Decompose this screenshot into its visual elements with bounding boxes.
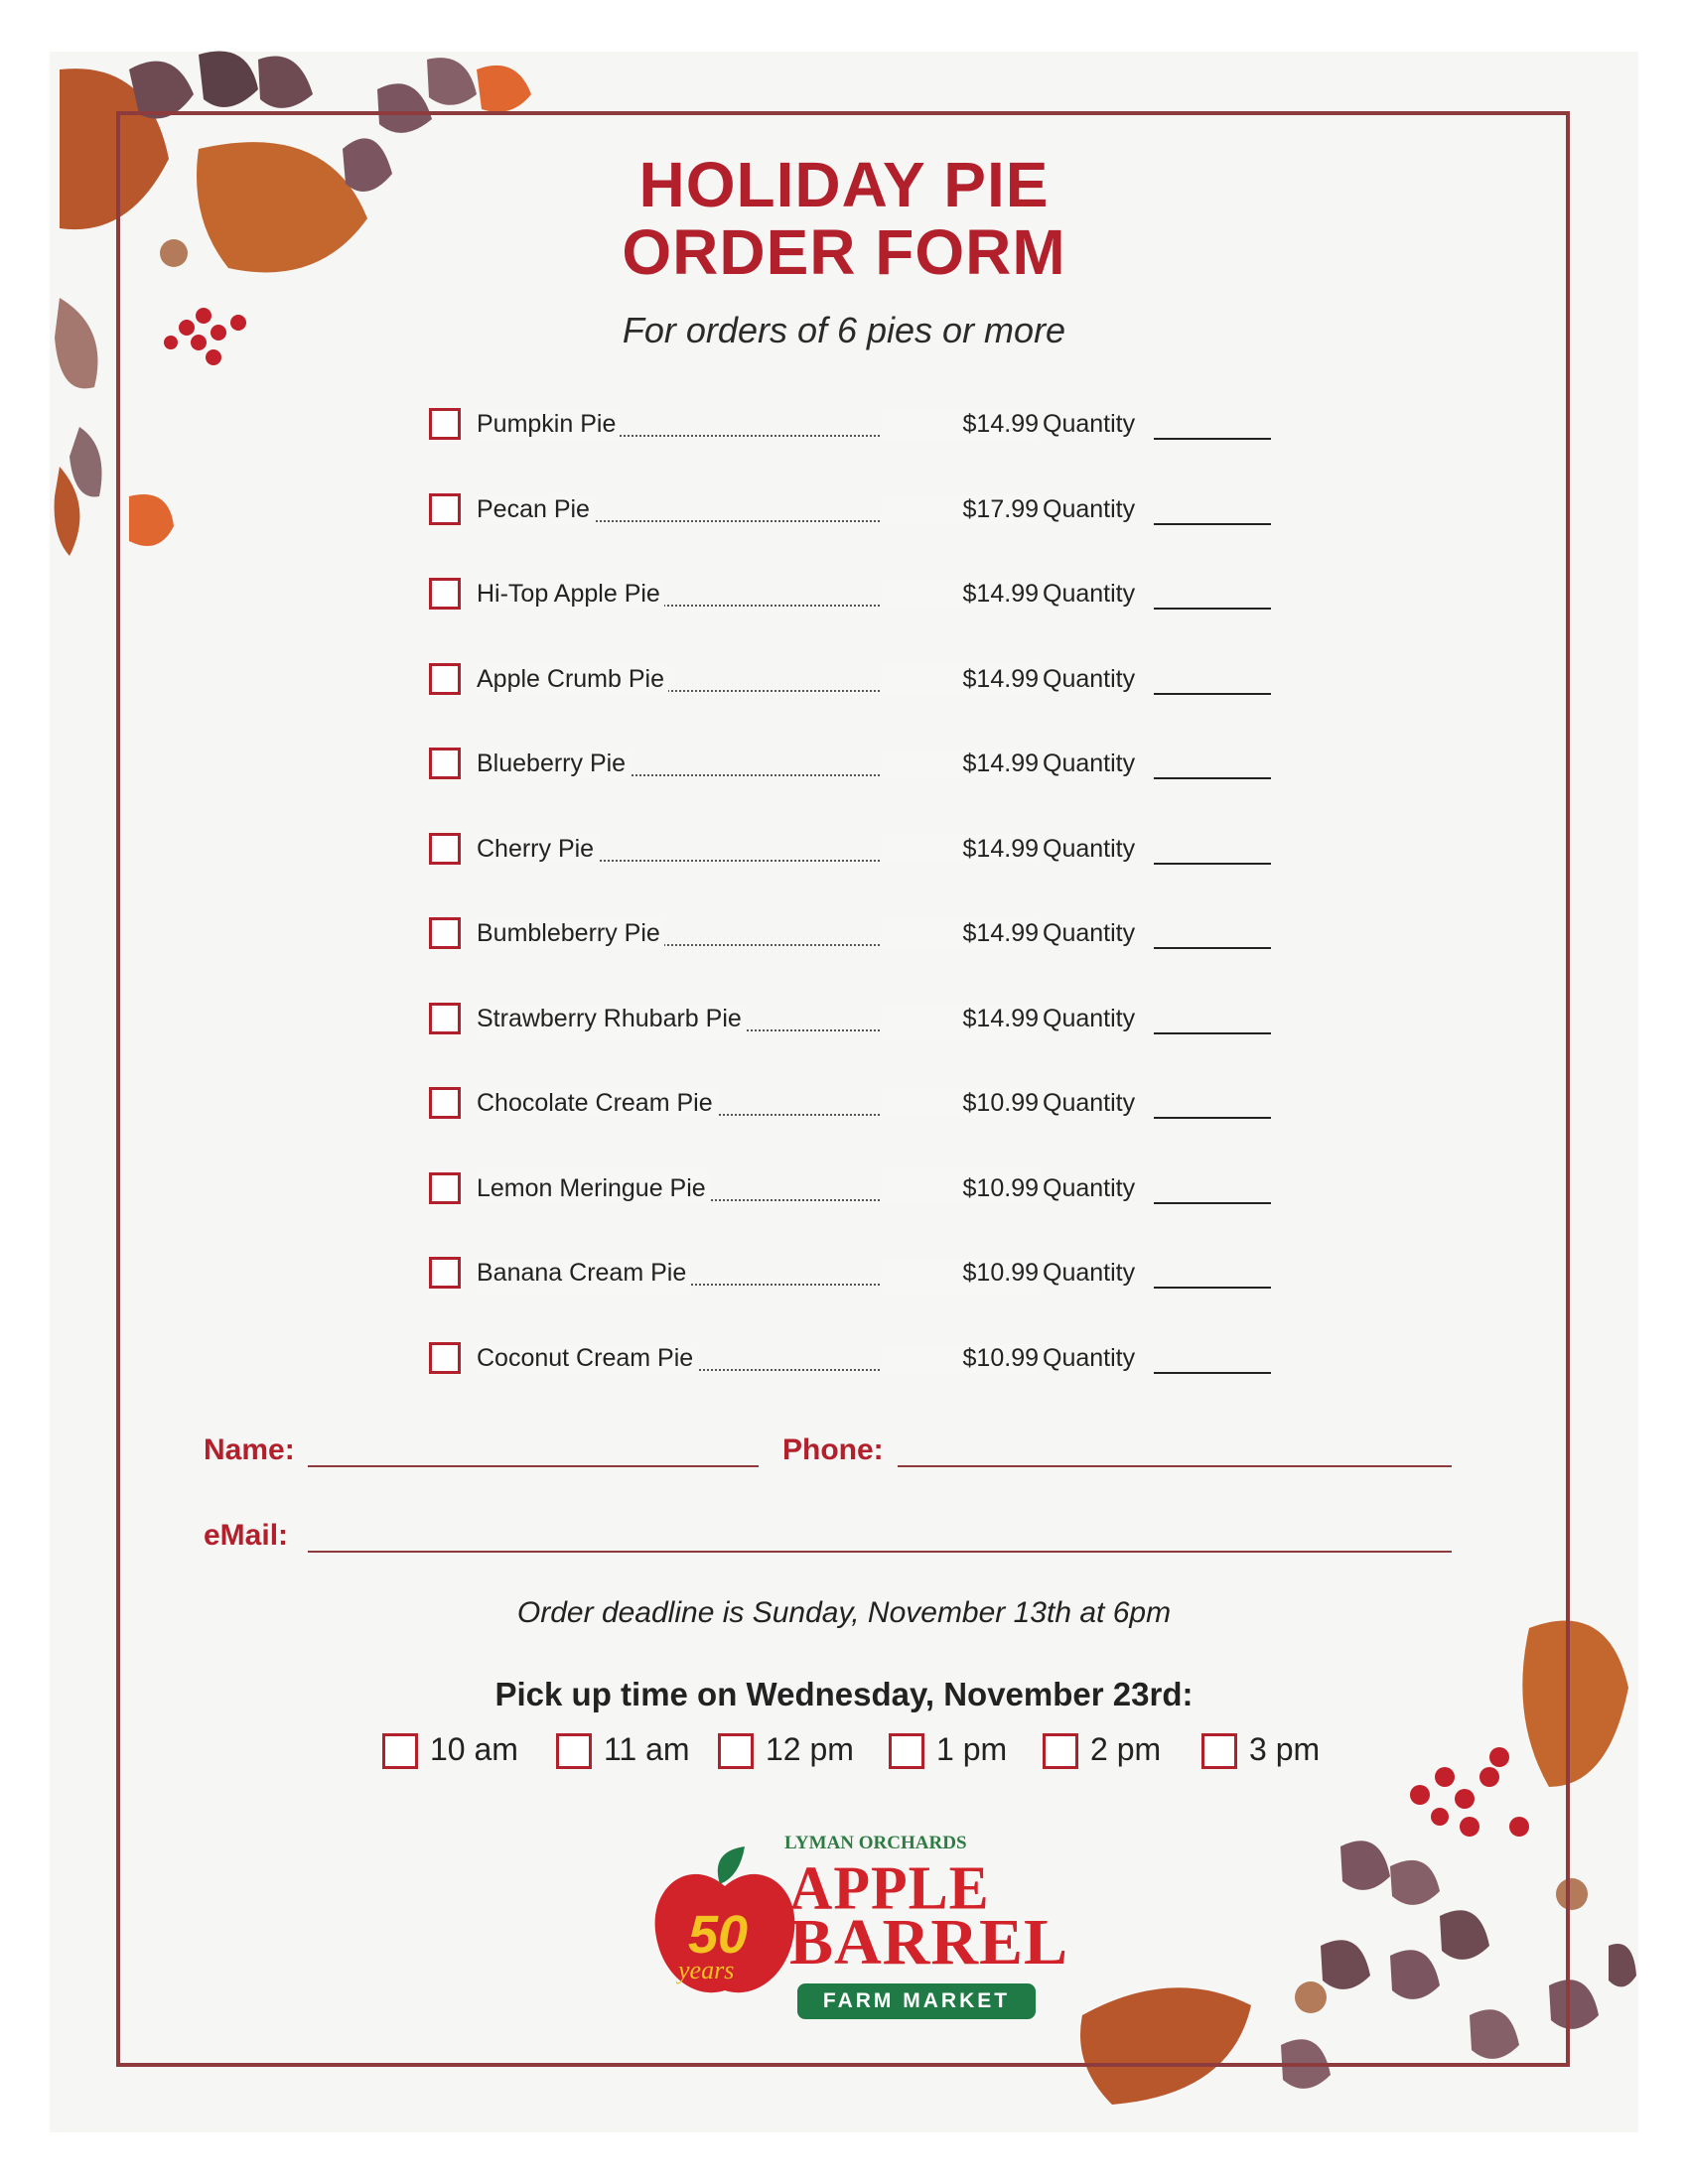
pickup-checkbox[interactable] bbox=[556, 1733, 592, 1769]
logo-anniversary-number: 50 bbox=[687, 1905, 749, 1965]
pickup-slot-label: 10 am bbox=[430, 1731, 518, 1767]
pie-row bbox=[425, 997, 1279, 1044]
pickup-checkbox[interactable] bbox=[718, 1733, 754, 1769]
quantity-label: Quantity bbox=[1043, 1089, 1136, 1117]
pie-price: $10.99 bbox=[882, 1089, 1039, 1118]
pie-checkbox[interactable] bbox=[429, 663, 461, 695]
name-label: Name: bbox=[204, 1433, 295, 1466]
pie-checkbox[interactable] bbox=[429, 1087, 461, 1119]
pie-name: Chocolate Cream Pie bbox=[477, 1089, 717, 1118]
pie-row bbox=[425, 487, 1279, 535]
pie-row bbox=[425, 1166, 1279, 1214]
pickup-title: Pick up time on Wednesday, November 23rd: bbox=[494, 1676, 1194, 1712]
pickup-slot-label: 2 pm bbox=[1090, 1731, 1162, 1767]
quantity-field[interactable] bbox=[1154, 438, 1271, 440]
order-deadline: Order deadline is Sunday, November 13th at 6pm bbox=[516, 1596, 1172, 1629]
quantity-label: Quantity bbox=[1043, 1173, 1136, 1202]
quantity-label: Quantity bbox=[1043, 664, 1136, 693]
pie-price: $10.99 bbox=[882, 1344, 1039, 1373]
pie-row bbox=[425, 572, 1279, 619]
apple-barrel-logo bbox=[650, 1827, 1069, 2025]
quantity-label: Quantity bbox=[1043, 1004, 1136, 1032]
quantity-field[interactable] bbox=[1154, 1287, 1271, 1289]
title-line-1: HOLIDAY PIE bbox=[638, 149, 1050, 220]
quantity-field[interactable] bbox=[1154, 1032, 1271, 1034]
pie-name: Bumbleberry Pie bbox=[477, 919, 664, 948]
pie-price: $14.99 bbox=[882, 919, 1039, 948]
phone-label: Phone: bbox=[782, 1433, 884, 1466]
quantity-label: Quantity bbox=[1043, 919, 1136, 947]
pie-row bbox=[425, 657, 1279, 705]
quantity-label: Quantity bbox=[1043, 1259, 1136, 1287]
quantity-field[interactable] bbox=[1154, 947, 1271, 949]
pie-price: $14.99 bbox=[882, 665, 1039, 694]
pie-checkbox[interactable] bbox=[429, 1172, 461, 1204]
pie-name: Apple Crumb Pie bbox=[477, 665, 668, 694]
pie-row bbox=[425, 402, 1279, 450]
pie-name: Cherry Pie bbox=[477, 835, 598, 864]
quantity-field[interactable] bbox=[1154, 693, 1271, 695]
quantity-label: Quantity bbox=[1043, 1343, 1136, 1372]
quantity-field[interactable] bbox=[1154, 1372, 1271, 1374]
email-field[interactable] bbox=[308, 1551, 1452, 1553]
pie-name: Coconut Cream Pie bbox=[477, 1344, 697, 1373]
logo-apple: APPLE bbox=[789, 1852, 990, 1923]
pie-price: $14.99 bbox=[882, 580, 1039, 609]
pie-checkbox[interactable] bbox=[429, 578, 461, 610]
title-line-2: ORDER FORM bbox=[622, 216, 1066, 288]
pie-name: Strawberry Rhubarb Pie bbox=[477, 1005, 746, 1033]
pie-checkbox[interactable] bbox=[429, 408, 461, 440]
pie-checkbox[interactable] bbox=[429, 1257, 461, 1289]
pie-row bbox=[425, 827, 1279, 875]
pie-row bbox=[425, 742, 1279, 789]
logo-anniversary-word: years bbox=[678, 1956, 735, 1984]
subtitle: For orders of 6 pies or more bbox=[622, 310, 1066, 350]
quantity-label: Quantity bbox=[1043, 410, 1136, 438]
name-field[interactable] bbox=[308, 1465, 759, 1467]
pickup-checkbox[interactable] bbox=[1201, 1733, 1237, 1769]
quantity-label: Quantity bbox=[1043, 580, 1136, 608]
quantity-label: Quantity bbox=[1043, 750, 1136, 777]
pickup-slot-label: 1 pm bbox=[936, 1731, 1008, 1767]
pie-checkbox[interactable] bbox=[429, 833, 461, 865]
quantity-label: Quantity bbox=[1043, 834, 1136, 863]
pie-name: Lemon Meringue Pie bbox=[477, 1174, 710, 1203]
pie-checkbox[interactable] bbox=[429, 1342, 461, 1374]
phone-field[interactable] bbox=[898, 1465, 1452, 1467]
pie-checkbox[interactable] bbox=[429, 1003, 461, 1034]
quantity-field[interactable] bbox=[1154, 1202, 1271, 1204]
pie-name: Hi-Top Apple Pie bbox=[477, 580, 664, 609]
logo-top-line: LYMAN ORCHARDS bbox=[784, 1833, 967, 1853]
pie-price: $14.99 bbox=[882, 835, 1039, 864]
quantity-label: Quantity bbox=[1043, 494, 1136, 523]
pie-price: $17.99 bbox=[882, 495, 1039, 524]
pickup-slot-label: 3 pm bbox=[1249, 1731, 1321, 1767]
pie-row bbox=[425, 1336, 1279, 1384]
pie-price: $10.99 bbox=[882, 1259, 1039, 1288]
pie-price: $14.99 bbox=[882, 750, 1039, 778]
pie-name: Banana Cream Pie bbox=[477, 1259, 690, 1288]
pie-price: $14.99 bbox=[882, 1005, 1039, 1033]
pie-price: $10.99 bbox=[882, 1174, 1039, 1203]
pickup-slot-label: 11 am bbox=[604, 1731, 690, 1767]
quantity-field[interactable] bbox=[1154, 523, 1271, 525]
pie-checkbox[interactable] bbox=[429, 493, 461, 525]
pickup-checkbox[interactable] bbox=[1043, 1733, 1078, 1769]
pie-row bbox=[425, 1251, 1279, 1298]
pie-row bbox=[425, 1081, 1279, 1129]
pickup-checkbox[interactable] bbox=[889, 1733, 924, 1769]
pie-price: $14.99 bbox=[882, 410, 1039, 439]
quantity-field[interactable] bbox=[1154, 863, 1271, 865]
quantity-field[interactable] bbox=[1154, 777, 1271, 779]
pie-name: Blueberry Pie bbox=[477, 750, 630, 778]
pickup-checkbox[interactable] bbox=[382, 1733, 418, 1769]
pickup-slot-label: 12 pm bbox=[766, 1731, 854, 1767]
pie-name: Pecan Pie bbox=[477, 495, 594, 524]
pie-checkbox[interactable] bbox=[429, 748, 461, 779]
logo-farm-market-badge: FARM MARKET bbox=[797, 1983, 1036, 2019]
pie-name: Pumpkin Pie bbox=[477, 410, 620, 439]
logo-barrel: BARREL bbox=[789, 1906, 1069, 1979]
quantity-field[interactable] bbox=[1154, 608, 1271, 610]
email-label: eMail: bbox=[204, 1519, 289, 1552]
pie-checkbox[interactable] bbox=[429, 917, 461, 949]
pie-row bbox=[425, 911, 1279, 959]
quantity-field[interactable] bbox=[1154, 1117, 1271, 1119]
